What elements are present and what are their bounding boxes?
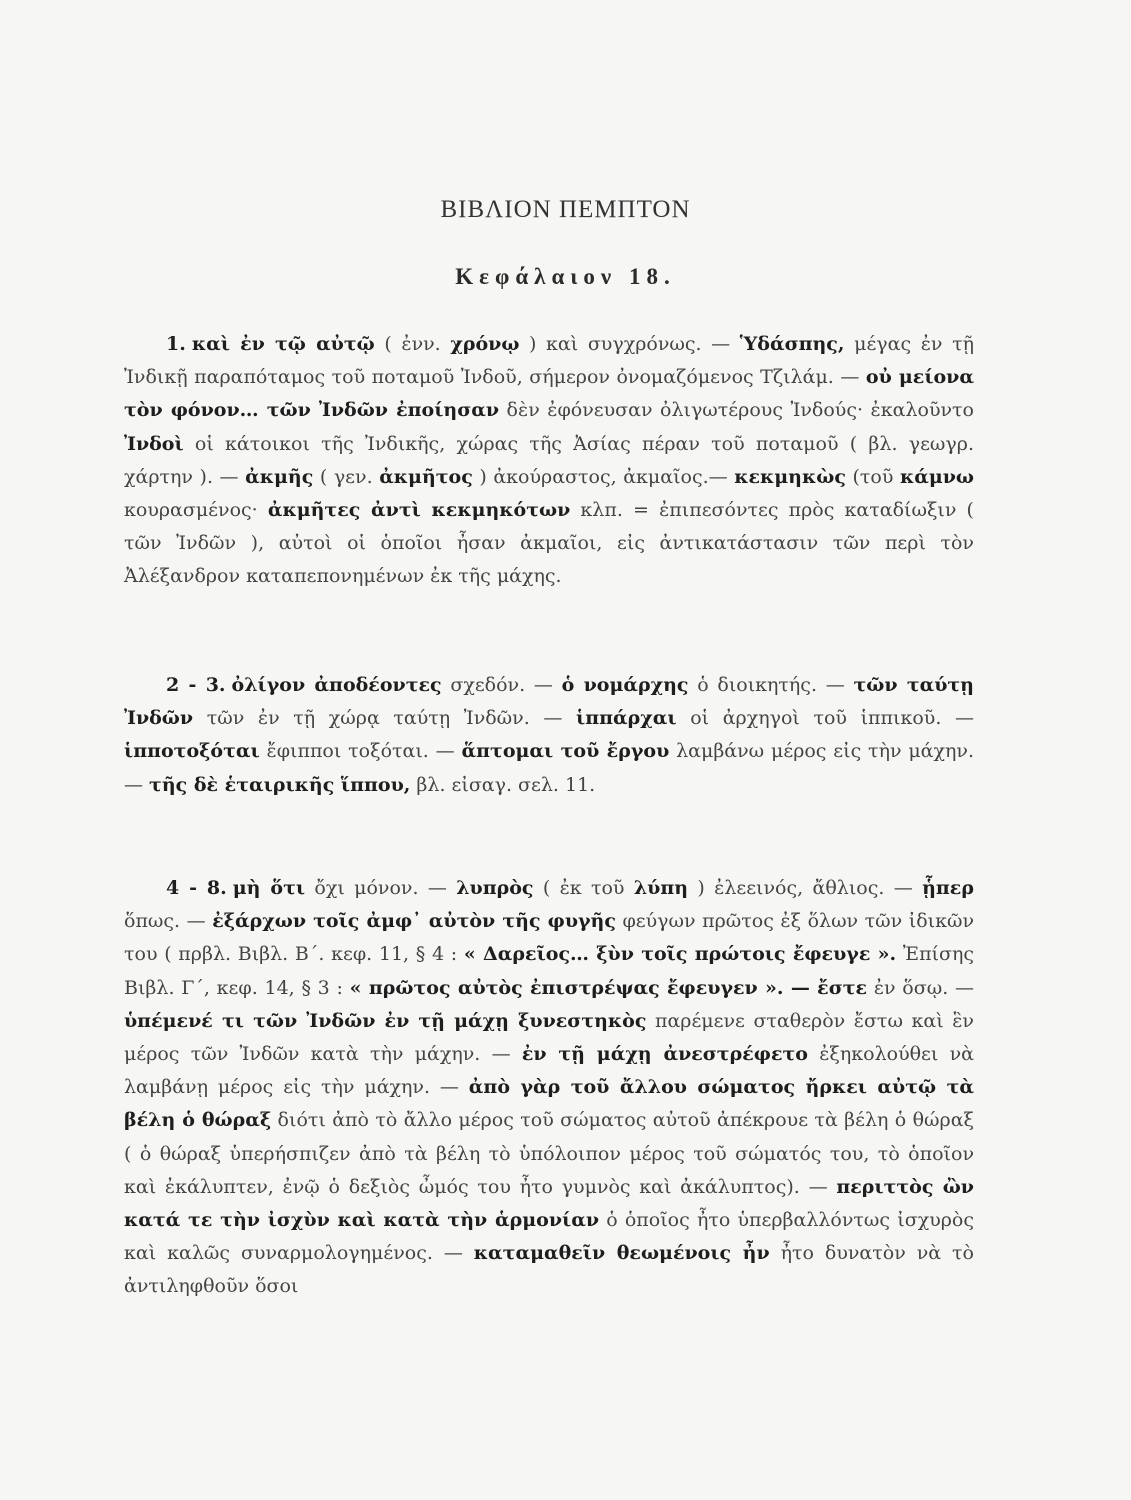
- lemma: καὶ ἐν τῷ αὐτῷ: [191, 333, 375, 355]
- chapter-title: Κεφάλαιον 18.: [455, 264, 676, 289]
- lemma: καταμαθεῖν θεωμένοις ἦν: [473, 1242, 770, 1265]
- gloss: δὲν ἐφόνευσαν ὀλιγωτέρους Ἰνδούς· ἐκαλοῦντο: [499, 399, 974, 422]
- lemma: Ὑδάσπης,: [739, 333, 845, 355]
- gloss: οἱ κάτοικοι τῆς Ἰνδικῆς, χώρας τῆς Ἀσίας πέραν τοῦ ποταμοῦ ( βλ. γεωγρ. χάρτην ). —: [124, 432, 974, 488]
- gloss: σχεδόν. —: [441, 674, 562, 696]
- gloss: παρέμενε σταθερὸν ἔστω καὶ ἓν μέρος τῶν Ἰνδῶν κατὰ τὴν μάχην. —: [124, 1009, 974, 1066]
- gloss: ὅπως. —: [124, 910, 213, 933]
- gloss: ἐξηκολούθει νὰ λαμβάνῃ μέρος εἰς τὴν μάχην. —: [124, 1043, 974, 1099]
- gloss: βλ. εἰσαγ. σελ. 11.: [410, 773, 596, 796]
- gloss: φεύγων πρῶτος ἐξ ὅλων τῶν ἰδικῶν του ( πρβλ. Βιβλ. Β΄. κεφ. 11, § 4 :: [124, 910, 974, 966]
- lemma: ὀλίγον ἀποδέοντες: [231, 674, 442, 696]
- lemma: περιττὸς ὢν κατά τε τὴν ἰσχὺν καὶ κατὰ τὴν ἁρμονίαν: [124, 1175, 974, 1232]
- gloss: ἔφιπποι τοξόται. —: [259, 740, 462, 763]
- lemma: κεκμηκὼς: [734, 465, 846, 488]
- lemma: ἱπποτοξόται: [124, 740, 260, 763]
- gloss: κουρασμένος·: [124, 499, 268, 522]
- paragraph-number: 4 - 8.: [166, 877, 227, 899]
- lemma: ἐξάρχων τοῖς ἀμφ᾽ αὐτὸν τῆς φυγῆς: [212, 910, 616, 933]
- commentary-section-1: [124, 328, 974, 594]
- gloss: ) καὶ συγχρόνως. —: [519, 333, 740, 355]
- gloss: ἐν ὅσῳ. —: [867, 976, 974, 999]
- lemma: οὐ μείονα τὸν φόνον… τῶν Ἰνδῶν ἐποίησαν: [124, 366, 974, 422]
- gloss: ) ἐλεεινός, ἄθλιος. —: [688, 877, 923, 899]
- gloss: ( γεν.: [313, 465, 380, 488]
- gloss: τῶν ἐν τῇ χώρᾳ ταύτῃ Ἰνδῶν. —: [193, 707, 577, 730]
- gloss: (τοῦ: [845, 465, 900, 488]
- gloss: ἦτο δυνατὸν νὰ τὸ ἀντιληφθοῦν ὅσοι: [124, 1242, 974, 1298]
- lemma: ἱππάρχαι: [576, 707, 677, 730]
- lemma: « πρῶτος αὐτὸς ἐπιστρέψας ἔφευγεν ». — ἔστε: [349, 976, 868, 999]
- lemma: ἀπὸ γὰρ τοῦ ἄλλου σώματος ἤρκει αὐτῷ τὰ βέλη ὁ θώραξ: [124, 1076, 974, 1132]
- gloss: ὄχι μόνον. —: [305, 877, 457, 899]
- gloss: Ἐπίσης Βιβλ. Γ΄, κεφ. 14, § 3 :: [124, 943, 974, 999]
- paragraph-number: 1.: [166, 333, 186, 355]
- paragraph-number: 2 - 3.: [166, 674, 226, 696]
- lemma: Ἰνδοὶ: [124, 432, 184, 455]
- commentary-section-2-3: [124, 669, 974, 802]
- lemma: χρόνῳ: [450, 333, 520, 355]
- book-title: ΒΙΒΛΙΟΝ ΠΕΜΠΤΟΝ: [440, 196, 691, 223]
- gloss: ( ἐκ τοῦ: [533, 877, 634, 899]
- lemma: ᾗπερ: [922, 877, 974, 899]
- lemma: ἅπτομαι τοῦ ἔργου: [461, 740, 670, 763]
- lemma: ὑπέμενέ τι τῶν Ἰνδῶν ἐν τῇ μάχῃ ξυνεστηκὸς: [124, 1009, 647, 1032]
- gloss: οἱ ἀρχηγοὶ τοῦ ἱππικοῦ. —: [676, 707, 974, 730]
- commentary-section-4-8: [124, 872, 974, 1304]
- lemma: τῆς δὲ ἑταιρικῆς ἵππου,: [149, 773, 411, 796]
- gloss: ( ἐνν.: [374, 333, 451, 355]
- gloss: κλπ. = ἐπιπεσόντες πρὸς καταδίωξιν ( τῶν Ἰνδῶν ), αὐτοὶ οἱ ὁποῖοι ἦσαν ἀκμαῖοι, εἰς ἀντικατάστασιν τῶν περὶ τὸν Ἀλέξανδρον καταπεπονημένων ἐκ τῆς μάχης.: [124, 499, 974, 588]
- gloss: μέγας ἐν τῇ Ἰνδικῇ παραπόταμος τοῦ ποταμοῦ Ἰνδοῦ, σήμερον ὀνομαζόμενος Τζιλάμ. —: [124, 333, 974, 389]
- gloss: ὁ διοικητής. —: [688, 674, 854, 696]
- lemma: μὴ ὅτι: [232, 877, 306, 899]
- lemma: λυπρὸς: [456, 877, 534, 899]
- lemma: λύπη: [633, 877, 689, 899]
- lemma: ἀκμῆτες ἀντὶ κεκμηκότων: [267, 499, 571, 522]
- lemma: ἀκμῆτος: [379, 465, 473, 488]
- gloss: ὁ ὁποῖος ἦτο ὑπερβαλλόντως ἰσχυρὸς καὶ καλῶς συναρμολογημένος. —: [124, 1209, 975, 1265]
- lemma: ὁ νομάρχης: [561, 674, 689, 696]
- gloss: λαμβάνω μέρος εἰς τὴν μάχην. —: [124, 740, 974, 796]
- lemma: κάμνω: [899, 465, 974, 488]
- lemma: ἐν τῇ μάχῃ ἀνεστρέφετο: [521, 1043, 808, 1066]
- gloss: διότι ἀπὸ τὸ ἄλλο μέρος τοῦ σώματος αὐτοῦ ἀπέκρουε τὰ βέλη ὁ θώραξ ( ὁ θώραξ ὑπερήσπιζεν ἀπὸ τὰ βέλη τὸ ὑπόλοιπον μέρος τοῦ σώματός του, τὸ ὁποῖον καὶ ἐκάλυπτεν, ἐνῷ ὁ δεξιὸς ὦμός του ἦτο γυμνὸς καὶ ἀκάλυπτος). —: [124, 1109, 975, 1198]
- lemma: τῶν ταύτῃ Ἰνδῶν: [124, 674, 974, 730]
- lemma: « Δαρεῖος… ξὺν τοῖς πρώτοις ἔφευγε ».: [463, 943, 897, 966]
- gloss: ) ἀκούραστος, ἀκμαῖος.—: [472, 465, 735, 488]
- lemma: ἀκμῆς: [245, 465, 314, 488]
